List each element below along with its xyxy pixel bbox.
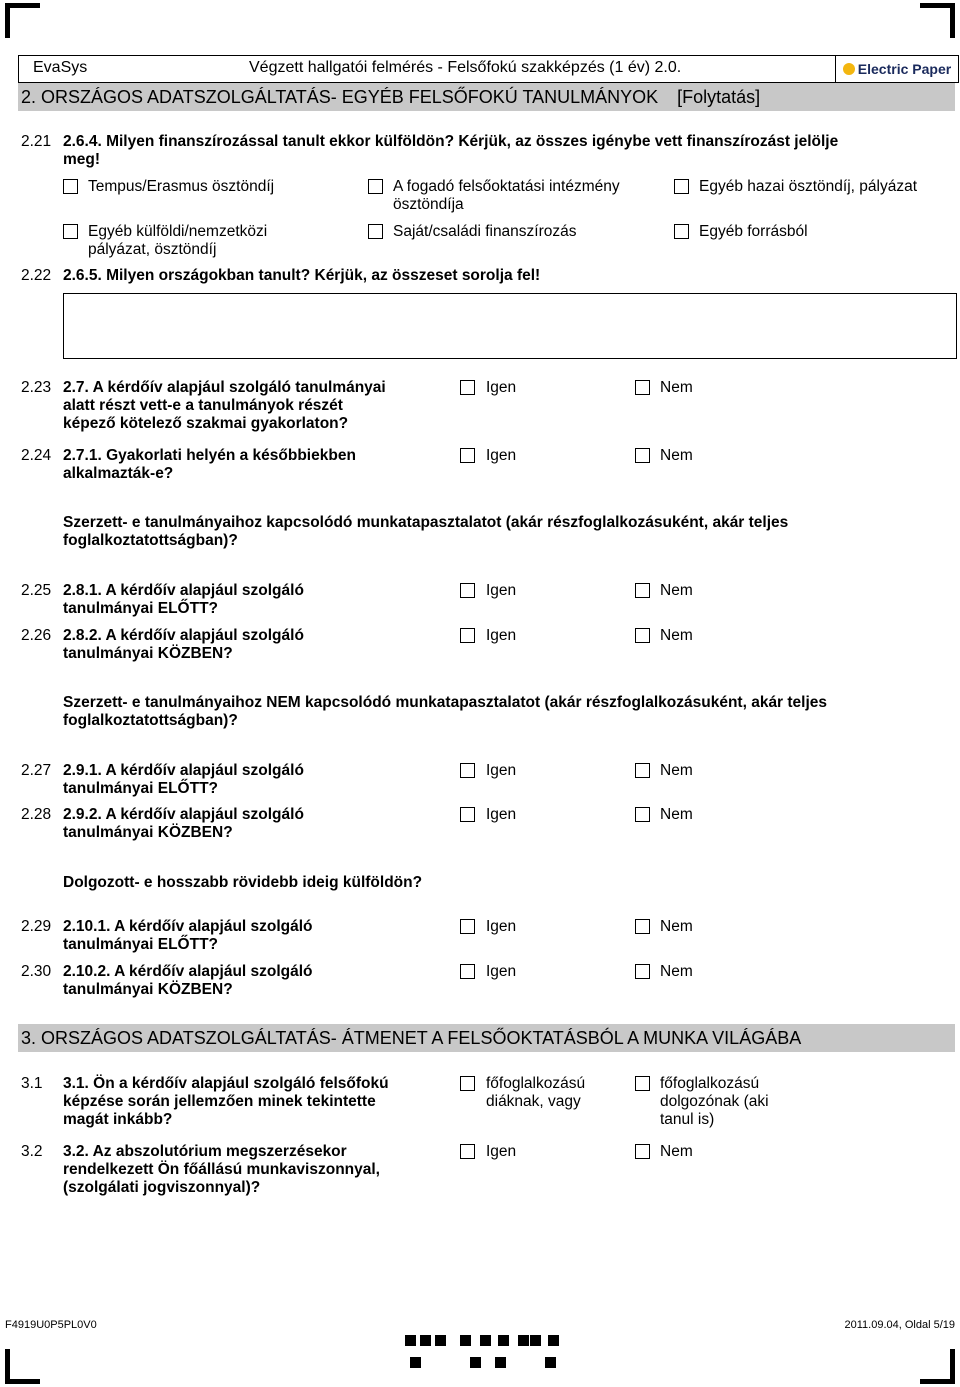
question-number: 2.26 [21,627,52,644]
question-number: 2.21 [21,133,52,150]
question-text: alatt részt vett-e a tanulmányok részét [63,397,343,414]
group-heading: foglalkoztatottságban)? [63,712,238,729]
question-number: 3.1 [21,1075,43,1092]
checkbox[interactable] [674,179,689,194]
checkbox-yes[interactable] [460,1144,475,1159]
checkbox[interactable] [368,224,383,239]
question-text: képzése során jellemzően minek tekintette [63,1093,376,1110]
option-label: A fogadó felsőoktatási intézmény [393,178,620,195]
question-text: tanulmányai KÖZBEN? [63,981,233,998]
group-heading: Szerzett- e tanulmányaihoz NEM kapcsolódó munkatapasztalatot (akár részfoglalkozásuként, akár teljes [63,694,828,711]
checkbox-yes[interactable] [460,807,475,822]
checkbox-no[interactable] [635,807,650,822]
question-number: 2.25 [21,582,52,599]
yes-label: Igen [486,1143,517,1160]
no-label: Nem [660,918,693,935]
question-text: képező kötelező szakmai gyakorlaton? [63,415,349,432]
header-bar [18,55,959,83]
no-label: Nem [660,1143,693,1160]
checkbox-no[interactable] [635,964,650,979]
option-label: Tempus/Erasmus ösztöndíj [88,178,275,195]
yes-label: Igen [486,806,517,823]
question-text: 3.1. Ön a kérdőív alapjául szolgáló felsőfokú [63,1075,389,1092]
question-text: magát inkább? [63,1111,173,1128]
question-text: 2.9.2. A kérdőív alapjául szolgáló [63,806,304,823]
checkbox-yes[interactable] [460,448,475,463]
checkbox-yes[interactable] [460,964,475,979]
checkbox-yes[interactable] [460,919,475,934]
option-label: pályázat, ösztöndíj [88,241,217,258]
survey-title: Végzett hallgatói felmérés - Felsőfokú szakképzés (1 év) 2.0. [249,59,682,76]
no-label: Nem [660,963,693,980]
section-2-title: 2. ORSZÁGOS ADATSZOLGÁLTATÁS- EGYÉB FELSŐFOKÚ TANULMÁNYOK [21,87,659,107]
electric-paper-logo [835,56,958,82]
corner-mark-bottom-right [920,1349,955,1384]
question-text: meg! [63,151,101,168]
section-2-header [18,83,955,111]
question-text: rendelkezett Ön főállású munkaviszonnyal, [63,1161,380,1178]
corner-mark-top-left [5,3,40,38]
corner-mark-bottom-left [5,1349,40,1384]
checkbox-no[interactable] [635,763,650,778]
question-number: 2.22 [21,267,52,284]
group-heading: Dolgozott- e hosszabb rövidebb ideig külföldön? [63,874,423,891]
option-label: ösztöndíja [393,196,464,213]
checkbox-no[interactable] [635,919,650,934]
no-label: Nem [660,582,693,599]
option-label: diáknak, vagy [486,1093,581,1110]
section-3-header [18,1024,955,1052]
option-label: Saját/családi finanszírozás [393,223,577,240]
no-label: Nem [660,762,693,779]
question-text: tanulmányai ELŐTT? [63,936,219,953]
checkbox-yes[interactable] [460,583,475,598]
checkbox[interactable] [63,179,78,194]
checkbox-no[interactable] [635,1144,650,1159]
yes-label: Igen [486,762,517,779]
question-number: 2.24 [21,447,52,464]
date-page: 2011.09.04, Oldal 5/19 [844,1319,955,1331]
question-text: 2.9.1. A kérdőív alapjául szolgáló [63,762,304,779]
checkbox-yes[interactable] [460,628,475,643]
question-text: tanulmányai KÖZBEN? [63,645,233,662]
checkbox-no[interactable] [635,583,650,598]
yes-label: Igen [486,582,517,599]
checkbox[interactable] [674,224,689,239]
question-text: tanulmányai ELŐTT? [63,600,219,617]
question-text: 2.7.1. Gyakorlati helyén a későbbiekben [63,447,356,464]
bulb-icon [843,63,855,75]
section-2-suffix: [Folytatás] [677,87,761,107]
option-label: Egyéb hazai ösztöndíj, pályázat [699,178,917,195]
option-label: Egyéb forrásból [699,223,808,240]
no-label: Nem [660,379,693,396]
group-heading: Szerzett- e tanulmányaihoz kapcsolódó munkatapasztalatot (akár részfoglalkozásuként, akár teljes [63,514,789,531]
question-text: tanulmányai ELŐTT? [63,780,219,797]
yes-label: Igen [486,627,517,644]
option-label: főfoglalkozású [486,1075,586,1092]
question-text: alkalmazták-e? [63,465,174,482]
checkbox-yes[interactable] [460,763,475,778]
question-text: 3.2. Az abszolutórium megszerzésekor [63,1143,347,1160]
group-heading: foglalkoztatottságban)? [63,532,238,549]
question-text: 2.6.5. Milyen országokban tanult? Kérjük, az összeset sorolja fel! [63,267,541,284]
question-text: tanulmányai KÖZBEN? [63,824,233,841]
no-label: Nem [660,447,693,464]
question-text: 2.7. A kérdőív alapjául szolgáló tanulmányai [63,379,386,396]
question-number: 2.27 [21,762,52,779]
checkbox-no[interactable] [635,380,650,395]
checkbox-no[interactable] [635,448,650,463]
question-text: 2.8.1. A kérdőív alapjául szolgáló [63,582,304,599]
checkbox[interactable] [635,1076,650,1091]
question-text: 2.6.4. Milyen finanszírozással tanult ekkor külföldön? Kérjük, az összes igénybe vett finanszírozást jelölje [63,133,839,150]
corner-mark-top-right [920,3,955,38]
logo-text: Electric Paper [857,61,952,77]
question-text: (szolgálati jogviszonnyal)? [63,1179,261,1196]
section-3-title: 3. ORSZÁGOS ADATSZOLGÁLTATÁS- ÁTMENET A FELSŐOKTATÁSBÓL A MUNKA VILÁGÁBA [21,1028,802,1048]
checkbox-no[interactable] [635,628,650,643]
option-label: Egyéb külföldi/nemzetközi [88,223,268,240]
free-text-field[interactable] [63,293,957,359]
form-code: F4919U0P5PL0V0 [5,1319,97,1331]
question-number: 2.29 [21,918,52,935]
yes-label: Igen [486,963,517,980]
checkbox[interactable] [63,224,78,239]
app-name: EvaSys [33,59,88,76]
option-label: tanul is) [660,1111,715,1128]
question-text: 2.10.2. A kérdőív alapjául szolgáló [63,963,313,980]
question-number: 2.28 [21,806,52,823]
question-number: 3.2 [21,1143,43,1160]
yes-label: Igen [486,447,517,464]
yes-label: Igen [486,379,517,396]
option-label: főfoglalkozású [660,1075,760,1092]
no-label: Nem [660,806,693,823]
question-text: 2.10.1. A kérdőív alapjául szolgáló [63,918,313,935]
yes-label: Igen [486,918,517,935]
checkbox-yes[interactable] [460,380,475,395]
question-number: 2.30 [21,963,52,980]
question-number: 2.23 [21,379,52,396]
option-label: dolgozónak (aki [660,1093,769,1110]
no-label: Nem [660,627,693,644]
checkbox[interactable] [460,1076,475,1091]
checkbox[interactable] [368,179,383,194]
question-text: 2.8.2. A kérdőív alapjául szolgáló [63,627,304,644]
